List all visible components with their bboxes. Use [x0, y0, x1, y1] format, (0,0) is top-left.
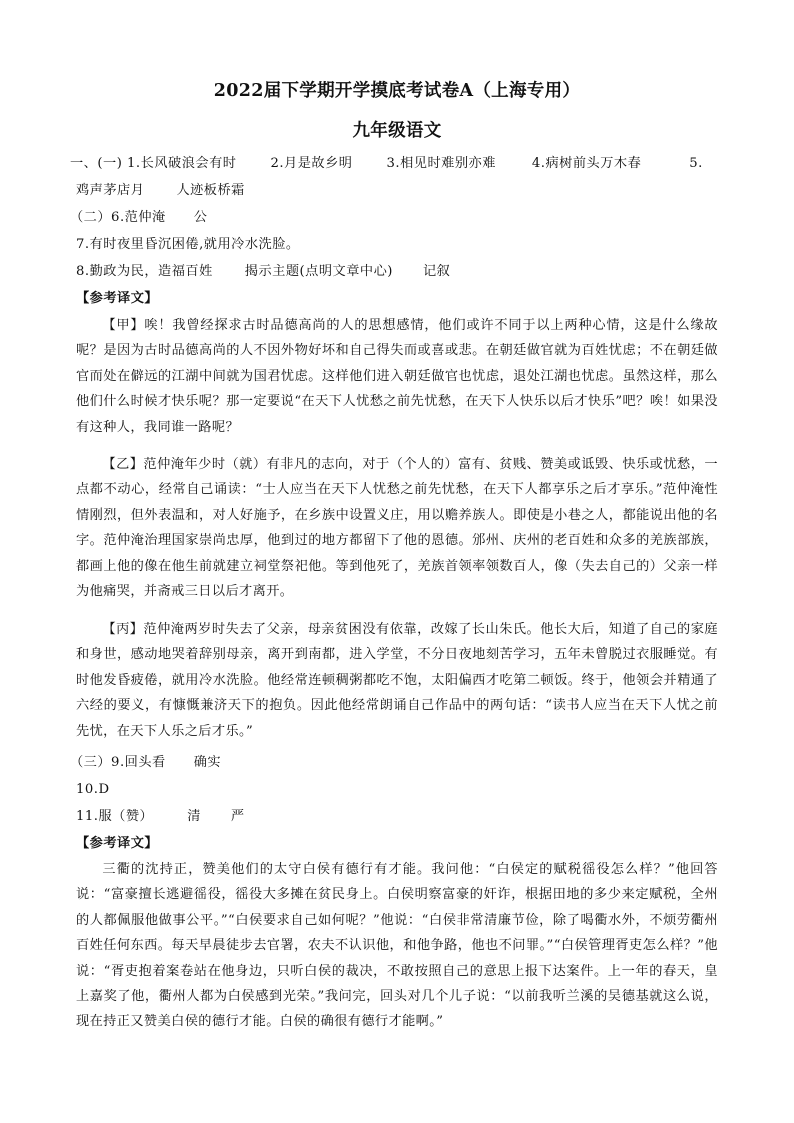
- answer-q4: 4.病树前头万木春: [531, 156, 642, 171]
- answer-q8-a: 8.勤政为民，造福百姓: [76, 264, 213, 279]
- translation-yi: 【乙】范仲淹年少时（就）有非凡的志向，对于（个人的）富有、贫贱、赞美或诋毁、快乐或忧愁，一点都不动心，经常自己诵读：“士人应当在天下人忧愁之前先忧愁，在天下人都享乐之后才享乐。”范仲淹性情刚烈，但外表温和，对人好施予，在乡族中设置义庄，用以赡养族人。即使是小巷之人，都能说出他的名字。范仲淹治理国家崇尚忠厚，他到过的地方都留下了他的恩德。邠州、庆州的老百姓和众多的羌族部族，都画上他的像在他生前就建立祠堂祭祀他。等到他死了，羌族首领率领数百人，像（失去自己的）父亲一样为他痛哭，并斋戒三日以后才离开。: [76, 457, 718, 600]
- translation-bing: 【丙】范仲淹两岁时失去了父亲，母亲贫困没有依靠，改嫁了长山朱氏。他长大后，知道了自己的家庭和身世，感动地哭着辞别母亲，离开到南都，进入学堂，不分日夜地刻苦学习，五年未曾脱过衣服睡觉。有时他发昏疲倦，就用冷水洗脸。他经常连顿稠粥都吃不饱，太阳偏西才吃第二顿饭。终于，他领会并精通了六经的要义，有慷慨兼济天下的抱负。因此他经常朗诵自己作品中的两句话：“读书人应当在天下人忧之前先忧，在天下人乐之后才乐。”: [76, 622, 718, 739]
- answer-line-q8: [76, 262, 450, 282]
- answer-q5-number: 5.: [689, 156, 703, 171]
- answer-q1: 1.长风破浪会有时: [127, 156, 237, 171]
- part1-prefix: 一、(一): [70, 156, 128, 171]
- exam-title: 2022届下学期开学摸底考试卷A（上海专用）: [213, 81, 581, 101]
- answer-q9-b: 确实: [193, 755, 222, 770]
- translation-final: 三衢的沈持正，赞美他们的太守白侯有德行有才能。我问他：“白侯定的赋税徭役怎么样？”他回答说：“富豪擅长逃避徭役，徭役大多摊在贫民身上。白侯明察富豪的奸诈，根据田地的多少来定赋税，全州的人都佩服他做事公平。”“白侯要求自己如何呢？”他说：“白侯非常清廉节俭，除了喝衢水外，不烦劳衢州百姓任何东西。每天早晨徒步去官署，农夫不认识他，和他争路，他也不问罪。”“白侯管理胥吏怎么样？”他说：“胥吏抱着案卷站在他身边，只听白侯的裁决，不敢按照自己的意思上报下达案件。上一年的春天，皇上嘉奖了他，衢州人都为白侯感到光荣。”我问完，回头对几个儿子说：“以前我听兰溪的吴德基就这么说，现在持正又赞美白侯的德行才能。白侯的确很有德行才能啊。”: [76, 862, 718, 1030]
- reference-translation-label-1: 【参考译文】: [76, 291, 159, 306]
- answer-q6-b: 公: [193, 210, 208, 225]
- answer-line-q11: [76, 807, 245, 827]
- answer-line-3: [70, 208, 207, 228]
- answer-q6-a: （二）6.范仲淹: [70, 210, 166, 225]
- answer-q5-a: 鸡声茅店月: [76, 183, 145, 198]
- answer-q10: 10.D: [76, 782, 110, 797]
- answer-line-2: [76, 181, 245, 201]
- answer-q11-b: 清: [187, 809, 201, 824]
- answer-q8-c: 记叙: [422, 264, 451, 279]
- answer-q5-b: 人迹板桥霜: [176, 183, 245, 198]
- reference-translation-label-2: 【参考译文】: [76, 836, 159, 851]
- answer-q7: 7.有时夜里昏沉困倦,就用冷水洗脸。: [76, 237, 300, 252]
- answer-q9-a: （三）9.回头看: [70, 755, 166, 770]
- answer-q11-a: 11.服（赞）: [76, 809, 154, 824]
- exam-subtitle: 九年级语文: [352, 121, 442, 141]
- translation-jia: 【甲】唉！我曾经探求古时品德高尚的人的思想感情，他们或许不同于以上两种心情，这是什么缘故呢？是因为古时品德高尚的人不因外物好坏和自己得失而或喜或悲。在朝廷做官就为百姓忧虑；不在朝廷做官而处在僻远的江湖中间就为国君忧虑。这样他们进入朝廷做官也忧虑，退处江湖也忧虑。虽然这样，那么他们什么时候才快乐呢？那一定要说“在天下人忧愁之前先忧愁，在天下人快乐以后才快乐”吧？唉！如果没有这种人，我同谁一路呢？: [76, 318, 718, 435]
- answer-line-q9: [70, 753, 221, 773]
- answer-q3: 3.相见时难别亦难: [386, 156, 496, 171]
- answer-q8-b: 揭示主题(点明文章中心): [244, 264, 393, 279]
- answer-q2: 2.月是故乡明: [270, 156, 353, 171]
- answer-line-1: [70, 154, 703, 174]
- answer-q11-c: 严: [230, 809, 245, 824]
